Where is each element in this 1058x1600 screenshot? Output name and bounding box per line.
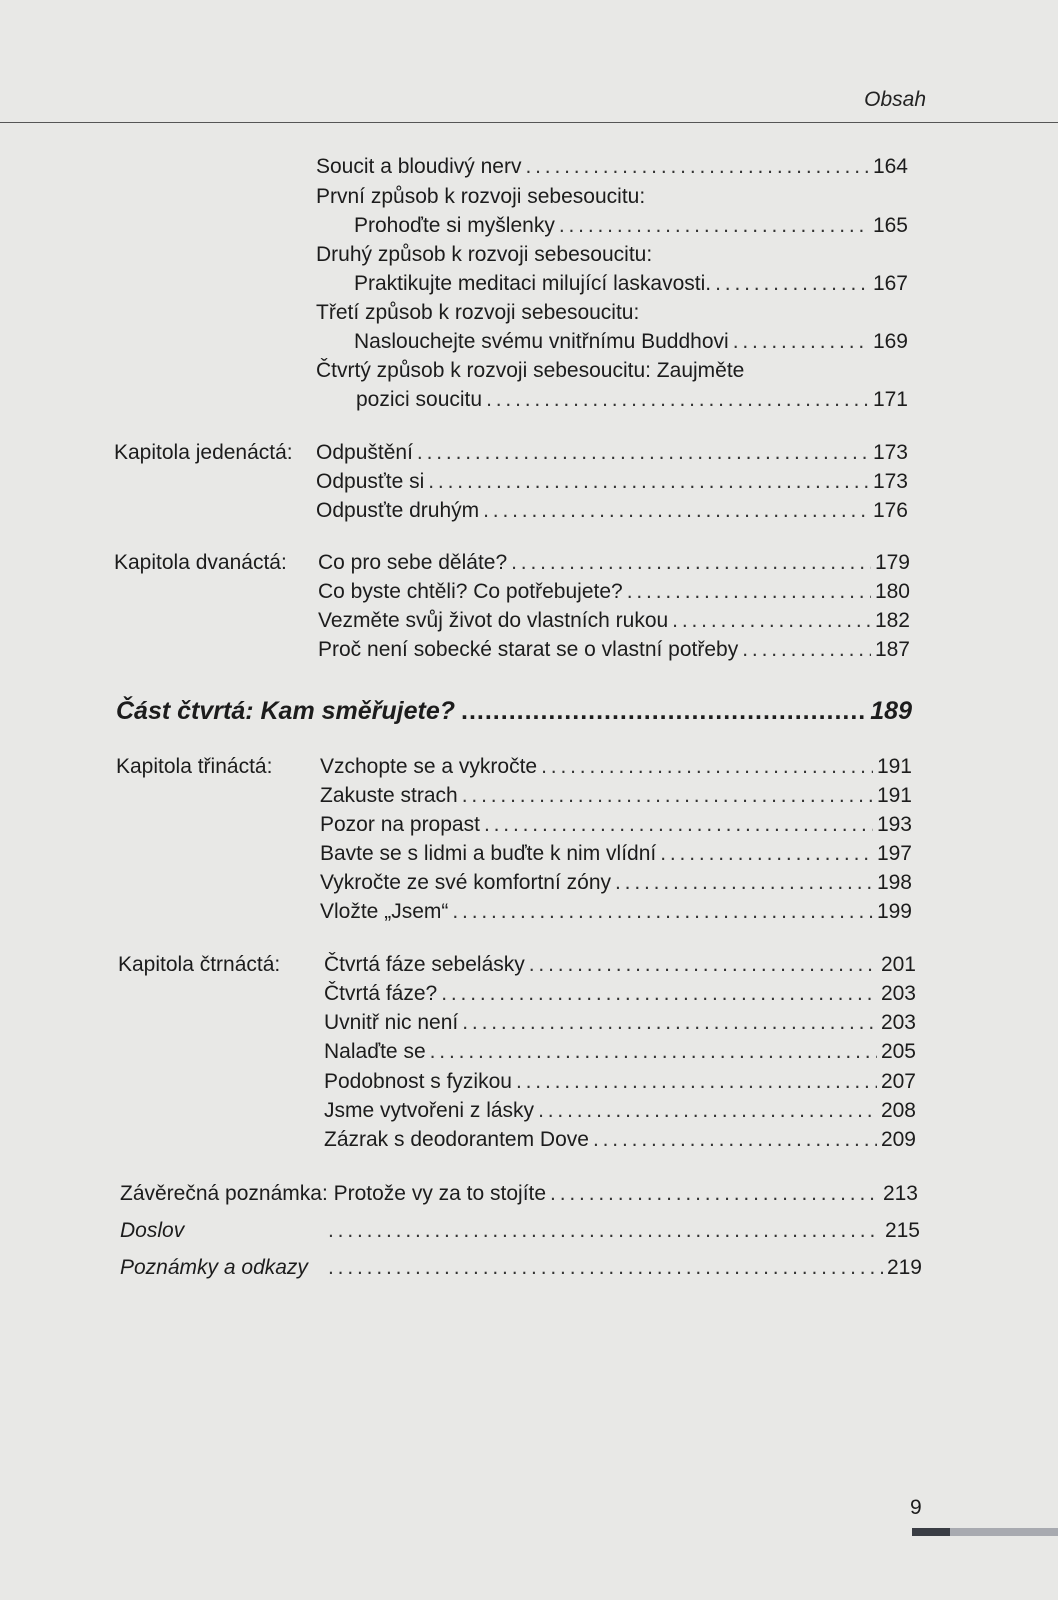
toc-entry [354,270,908,298]
leader-dots [328,1254,883,1282]
leader-dots [550,1180,879,1208]
toc-entry-title: Závěrečná poznámka: Protože vy za to stojíte [120,1182,547,1205]
toc-entry-title: Vložte „Jsem“ [320,900,449,923]
toc-entry-page: 198 [876,871,912,894]
toc-entry-title: Odpusťte druhým [316,499,480,522]
toc-entry-title: Podobnost s fyzikou [324,1070,512,1093]
toc-entry-page: 182 [874,609,910,632]
toc-entry-title: Nalaďte se [324,1040,426,1063]
leader-dots [715,270,869,298]
toc-entry [320,898,912,926]
toc-entry [320,811,912,839]
leader-dots [541,753,873,781]
header-rule [0,122,1058,123]
toc-entry [320,753,912,781]
toc-entry-page: 176 [872,499,908,522]
leader-dots [660,840,873,868]
toc-entry-title: Bavte se s lidmi a buďte k nim vlídní [320,842,657,865]
toc-entry-page: 191 [876,755,912,778]
toc-entry-title: Poznámky a odkazy [120,1256,308,1279]
toc-entry-page: 187 [874,638,910,661]
toc-entry [120,1254,922,1282]
toc-entry-page: 180 [874,580,910,603]
toc-entry-title: Proč není sobecké starat se o vlastní potřeby [318,638,739,661]
toc-entry-title: Vykročte ze své komfortní zóny [320,871,611,894]
leader-dots [672,607,871,635]
toc-entry [324,1038,916,1066]
toc-entry-title: Jsme vytvořeni z lásky [324,1099,535,1122]
toc-entry-line: Druhý způsob k rozvoji sebesoucitu: [316,243,653,266]
toc-entry-title: Uvnitř nic není [324,1011,459,1034]
toc-entry-page: 197 [876,842,912,865]
leader-dots [462,1009,877,1037]
toc-entry-page: 215 [884,1219,920,1242]
page-marker-bar-light [950,1528,1058,1536]
toc-entry-line: První způsob k rozvoji sebesoucitu: [316,185,646,208]
toc-entry-page: 167 [872,272,908,295]
toc-entry-title: Odpuštění [316,441,413,464]
toc-entry [324,1068,916,1096]
toc-entry-title: Co pro sebe děláte? [318,551,508,574]
toc-entry [324,980,916,1008]
leader-dots [525,153,869,181]
part-heading [116,694,912,728]
chapter-label: Kapitola dvanáctá: [114,551,287,574]
leader-dots [516,1068,877,1096]
leader-dots [452,898,873,926]
leader-dots [484,811,873,839]
leader-dots [417,439,869,467]
leader-dots [593,1126,877,1154]
toc-entry [356,386,908,414]
leader-dots [461,694,864,728]
toc-entry-title: Naslouchejte svému vnitřnímu Buddhovi [354,330,729,353]
toc-entry-title: Vezměte svůj život do vlastních rukou [318,609,669,632]
toc-entry-page: 169 [872,330,908,353]
toc-entry-title: Odpusťte si [316,470,425,493]
leader-dots [742,636,871,664]
leader-dots [529,951,877,979]
leader-dots [538,1097,877,1125]
toc-entry [354,328,908,356]
chapter-label: Kapitola třináctá: [116,755,273,778]
toc-entry [320,782,912,810]
leader-dots [441,980,877,1008]
leader-dots [511,549,871,577]
toc-entry-page: 207 [880,1070,916,1093]
toc-entry-page: 199 [876,900,912,923]
toc-entry [320,840,912,868]
toc-entry [324,1009,916,1037]
toc-entry [318,636,910,664]
chapter-label: Kapitola čtrnáctá: [118,953,281,976]
toc-entry-page: 171 [872,388,908,411]
toc-entry-page: 219 [886,1256,922,1279]
toc-entry-page: 179 [874,551,910,574]
leader-dots [559,212,869,240]
toc-entry [316,468,908,496]
leader-dots [328,1217,881,1245]
toc-entry [316,497,908,525]
toc-entry-line: Třetí způsob k rozvoji sebesoucitu: [316,301,640,324]
running-head: Obsah [864,88,926,111]
toc-entry-page: 191 [876,784,912,807]
toc-entry-page: 203 [880,982,916,1005]
toc-entry-page: 208 [880,1099,916,1122]
toc-entry-title: Čtvrtá fáze sebelásky [324,953,525,976]
toc-entry-title: Zakuste strach [320,784,458,807]
toc-entry [318,607,910,635]
toc-entry-title: pozici soucitu [356,388,483,411]
toc-entry-title: Co byste chtěli? Co potřebujete? [318,580,623,603]
toc-entry-page: 205 [880,1040,916,1063]
leader-dots [428,468,869,496]
toc-entry [120,1217,920,1245]
toc-entry [120,1180,918,1208]
page-number: 9 [910,1496,922,1519]
toc-entry-page: 165 [872,214,908,237]
toc-entry-title: Čtvrtá fáze? [324,982,438,1005]
page-marker-bar [912,1528,950,1536]
leader-dots [430,1038,877,1066]
toc-entry-title: Soucit a bloudivý nerv [316,155,522,178]
toc-entry [316,439,908,467]
toc-entry-title: Zázrak s deodorantem Dove [324,1128,589,1151]
toc-entry [324,1097,916,1125]
leader-dots [462,782,873,810]
toc-entry-page: 209 [880,1128,916,1151]
toc-entry-page: 173 [872,441,908,464]
leader-dots [733,328,869,356]
toc-entry-title: Vzchopte se a vykročte [320,755,538,778]
leader-dots [627,578,871,606]
toc-entry-title: Praktikujte meditaci milující laskavosti. [354,272,712,295]
part-page: 189 [870,697,912,725]
toc-entry [324,1126,916,1154]
toc-entry [354,212,908,240]
toc-entry-page: 213 [882,1182,918,1205]
toc-entry-title: Prohoďte si myšlenky [354,214,555,237]
toc-entry-title: Doslov [120,1219,185,1242]
toc-entry-page: 173 [872,470,908,493]
toc-entry [324,951,916,979]
toc-entry-page: 193 [876,813,912,836]
toc-entry-title: Pozor na propast [320,813,480,836]
toc-entry [318,578,910,606]
chapter-label: Kapitola jedenáctá: [114,441,293,464]
toc-entry [318,549,910,577]
toc-entry-page: 164 [872,155,908,178]
toc-entry [320,869,912,897]
toc-entry-line: Čtvrtý způsob k rozvoji sebesoucitu: Zaujměte [316,359,745,382]
toc-entry [316,153,908,181]
part-title: Část čtvrtá: Kam směřujete? [116,697,456,725]
toc-entry-page: 201 [880,953,916,976]
leader-dots [483,497,869,525]
leader-dots [615,869,873,897]
toc-entry-page: 203 [880,1011,916,1034]
leader-dots [486,386,869,414]
